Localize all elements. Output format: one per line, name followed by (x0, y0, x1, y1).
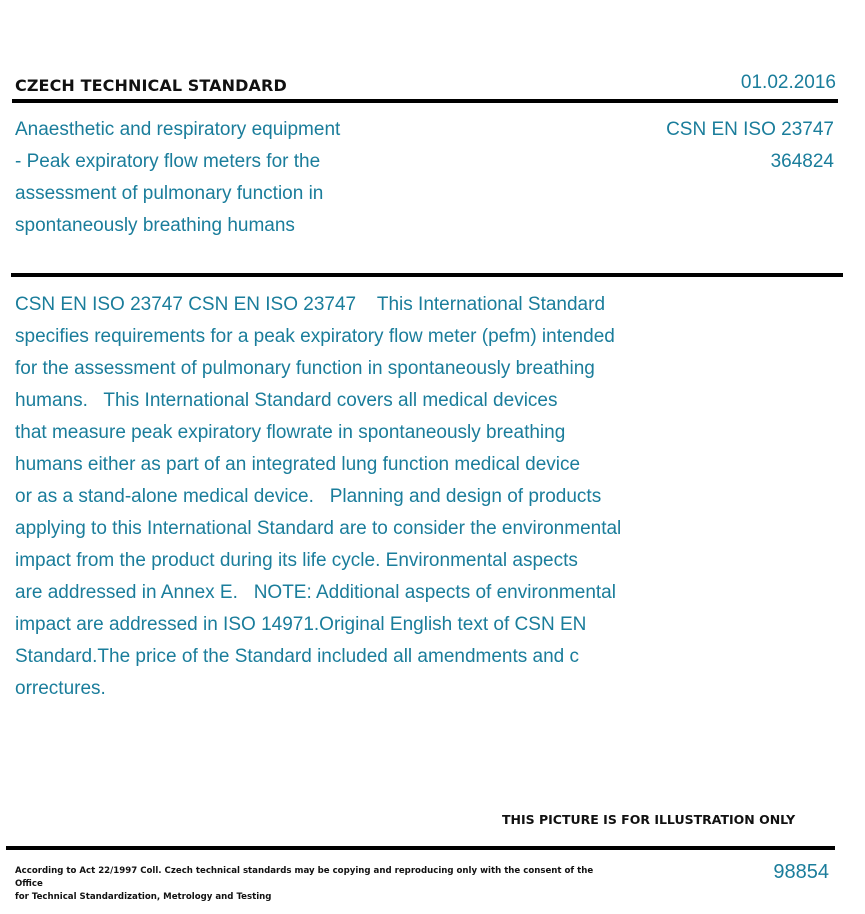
description-line: orrectures. (15, 678, 106, 699)
description-line: humans either as part of an integrated lung function medical device (15, 454, 581, 475)
description-line: CSN EN ISO 23747 CSN EN ISO 23747 This International Standard (15, 294, 606, 315)
copyright-line: According to Act 22/1997 Coll. Czech technical standards may be copying and reproducing only with the consent of the Office (15, 866, 594, 889)
description-line: Standard.The price of the Standard included all amendments and c (15, 646, 580, 667)
standard-number: 364824 (770, 151, 834, 172)
standard-description (15, 289, 715, 705)
title-divider (11, 273, 843, 277)
description-line: applying to this International Standard are to consider the environmental (15, 518, 622, 539)
standard-identifier (666, 114, 834, 178)
copyright-line: for Technical Standardization, Metrology and Testing (15, 892, 272, 902)
footer-divider (6, 846, 835, 850)
standard-title (15, 114, 415, 242)
description-line: specifies requirements for a peak expiratory flow meter (pefm) intended (15, 326, 615, 347)
standard-title-line: spontaneously breathing humans (15, 215, 295, 236)
description-line: for the assessment of pulmonary function in spontaneously breathing (15, 358, 595, 379)
standard-code: CSN EN ISO 23747 (666, 119, 834, 140)
description-line: or as a stand-alone medical device. Planning and design of products (15, 486, 602, 507)
description-line: impact from the product during its life cycle. Environmental aspects (15, 550, 578, 571)
catalog-number: 98854 (773, 861, 829, 883)
description-line: are addressed in Annex E. NOTE: Additional aspects of environmental (15, 582, 616, 603)
standard-title-line: assessment of pulmonary function in (15, 183, 324, 204)
description-line: that measure peak expiratory flowrate in spontaneously breathing (15, 422, 566, 443)
illustration-disclaimer: THIS PICTURE IS FOR ILLUSTRATION ONLY (502, 812, 796, 827)
document-header-title: CZECH TECHNICAL STANDARD (15, 76, 287, 95)
publication-date: 01.02.2016 (740, 72, 836, 93)
description-line: humans. This International Standard covers all medical devices (15, 390, 558, 411)
standard-title-line: Anaesthetic and respiratory equipment (15, 119, 341, 140)
copyright-notice (15, 865, 595, 904)
description-line: impact are addressed in ISO 14971.Original English text of CSN EN (15, 614, 587, 635)
standard-title-line: - Peak expiratory flow meters for the (15, 151, 321, 172)
header-divider (12, 99, 838, 103)
